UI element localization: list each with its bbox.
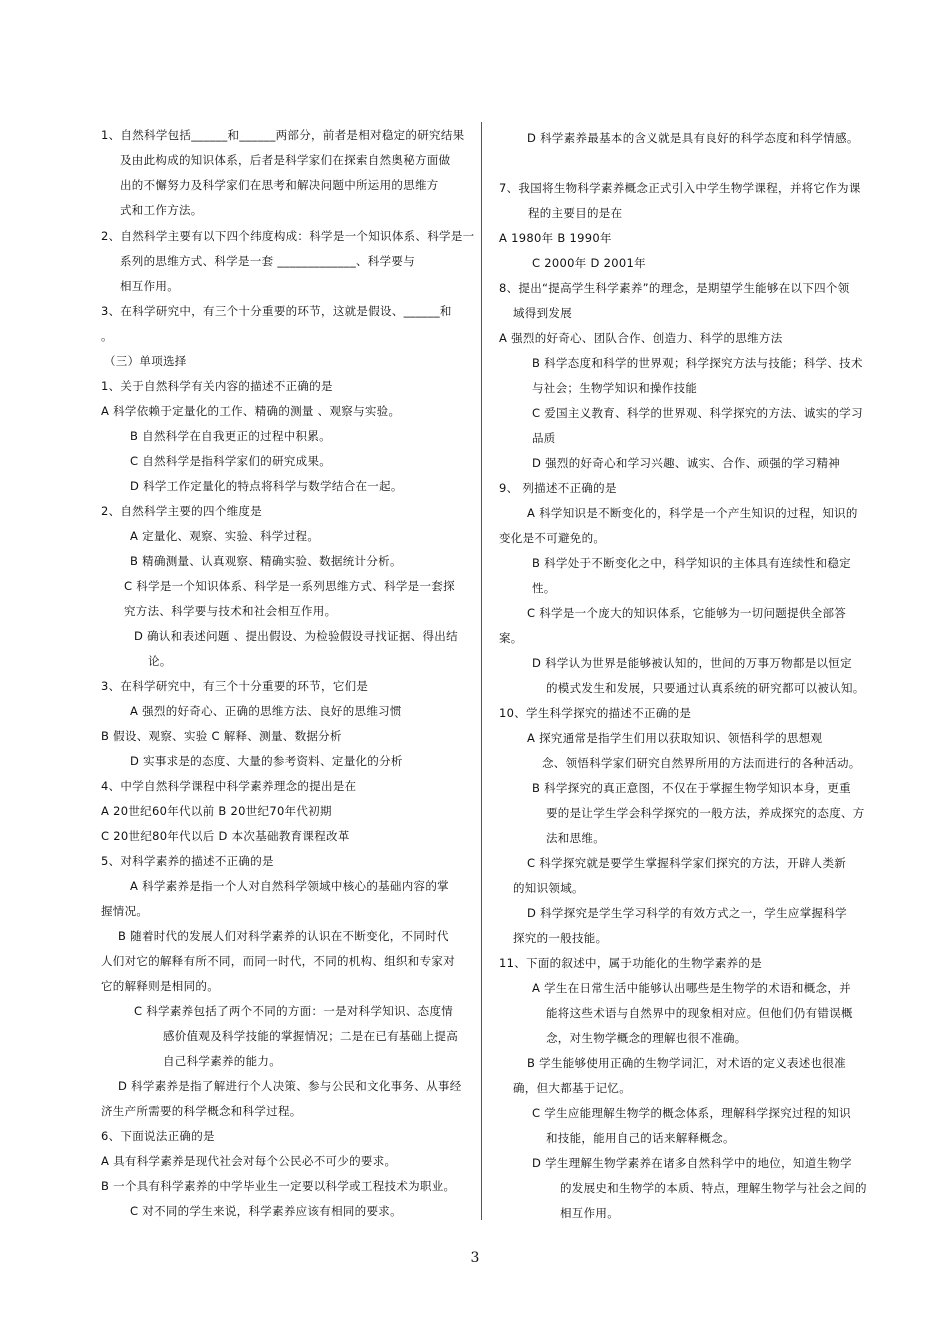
text-line: A 探究通常是指学生们用以获取知识、领悟科学的思想观 — [527, 731, 823, 745]
text-line: 8、提出“提高学生科学素养”的理念，是期望学生能够在以下四个领 — [499, 281, 850, 295]
text-line: 的模式发生和发展，只要通过认真系统的研究都可以被认知。 — [546, 681, 865, 695]
text-line: D 科学素养是指了解进行个人决策、参与公民和文化事务、从事经 — [118, 1079, 462, 1093]
text-line: A 科学素养是指一个人对自然科学领域中核心的基础内容的掌 — [130, 879, 449, 893]
page-number: 3 — [470, 1250, 480, 1266]
text-line: 要的是让学生学会科学探究的一般方法，养成探究的态度、方 — [546, 806, 865, 820]
text-line: C 20世纪80年代以后 D 本次基础教育课程改革 — [101, 829, 350, 843]
text-line: 2、自然科学主要的四个维度是 — [101, 504, 263, 518]
text-line: 2、自然科学主要有以下四个纬度构成：科学是一个知识体系、科学是一 — [101, 229, 475, 243]
text-line: C 科学探究就是要学生掌握科学家们探究的方法，开辟人类新 — [527, 856, 847, 870]
text-line: 10、学生科学探究的描述不正确的是 — [499, 706, 692, 720]
text-line: 5、对科学素养的描述不正确的是 — [101, 854, 274, 868]
text-line: A 20世纪60年代以前 B 20世纪70年代初期 — [101, 804, 332, 818]
text-line: 人们对它的解释有所不同，而同一时代，不同的机构、组织和专家对 — [101, 954, 455, 968]
text-line: B 精确测量、认真观察、精确实验、数据统计分析。 — [130, 554, 402, 568]
text-line: 7、我国将生物科学素养概念正式引入中学生物学课程，并将它作为课 — [499, 181, 861, 195]
text-line: C 对不同的学生来说，科学素养应该有相同的要求。 — [130, 1204, 402, 1218]
text-line: 自己科学素养的能力。 — [163, 1054, 281, 1068]
text-line: 相互作用。 — [560, 1206, 619, 1220]
text-line: 性。 — [532, 581, 556, 595]
text-line: D 科学认为世界是能够被认知的，世间的万事万物都是以恒定 — [532, 656, 852, 670]
text-line: C 自然科学是指科学家们的研究成果。 — [130, 454, 332, 468]
text-line: C 2000年 D 2001年 — [532, 256, 646, 270]
text-line: D 科学素养最基本的含义就是具有良好的科学态度和科学情感。 — [527, 131, 859, 145]
text-line: 它的解释则是相同的。 — [101, 979, 219, 993]
text-line: D 科学探究是学生学习科学的有效方式之一，学生应掌握科学 — [527, 906, 847, 920]
text-line: 1、关于自然科学有关内容的描述不正确的是 — [101, 379, 333, 393]
text-line: 域得到发展 — [513, 306, 572, 320]
text-line: D 科学工作定量化的特点将科学与数学结合在一起。 — [130, 479, 403, 493]
text-line: B 科学探究的真正意图，不仅在于掌握生物学知识本身，更重 — [532, 781, 851, 795]
text-line: 感价值观及科学技能的掌握情况；二是在已有基础上提高 — [163, 1029, 458, 1043]
text-line: 确，但大都基于记忆。 — [513, 1081, 631, 1095]
text-line: 握情况。 — [101, 904, 149, 918]
text-line: 。 — [101, 329, 113, 343]
text-line: A 1980年 B 1990年 — [499, 231, 612, 245]
text-line: 变化是不可避免的。 — [499, 531, 606, 545]
text-line: 案。 — [499, 631, 523, 645]
text-line: 3、在科学研究中，有三个十分重要的环节，这就是假设、______和 — [101, 304, 452, 318]
text-line: A 科学依赖于定量化的工作、精确的测量 、观察与实验。 — [101, 404, 401, 418]
text-line: B 科学态度和科学的世界观；科学探究方法与技能；科学、技术 — [532, 356, 863, 370]
text-line: 究方法、科学要与技术和社会相互作用。 — [124, 604, 337, 618]
text-line: 及由此构成的知识体系，后者是科学家们在探索自然奥秘方面做 — [120, 153, 451, 167]
text-line: 济生产所需要的科学概念和科学过程。 — [101, 1104, 302, 1118]
text-line: 论。 — [148, 654, 172, 668]
text-line: 的发展史和生物学的本质、特点，理解生物学与社会之间的 — [560, 1181, 867, 1195]
text-line: 法和思维。 — [546, 831, 605, 845]
text-line: 和技能，能用自己的话来解释概念。 — [546, 1131, 735, 1145]
text-line: D 实事求是的态度、大量的参考资料、定量化的分析 — [130, 754, 403, 768]
text-line: B 自然科学在自我更正的过程中积累。 — [130, 429, 331, 443]
text-line: A 强烈的好奇心、团队合作、创造力、科学的思维方法 — [499, 331, 783, 345]
text-line: A 科学知识是不断变化的，科学是一个产生知识的过程，知识的 — [527, 506, 858, 520]
text-line: 式和工作方法。 — [120, 203, 203, 217]
text-line: 与社会；生物学知识和操作技能 — [532, 381, 698, 395]
text-line: 念，对生物学概念的理解也很不准确。 — [546, 1031, 747, 1045]
text-line: D 强烈的好奇心和学习兴趣、诚实、合作、顽强的学习精神 — [532, 456, 841, 470]
text-line: D 学生理解生物学素养在诸多自然科学中的地位，知道生物学 — [532, 1156, 852, 1170]
text-line: 念、领悟科学家们研究自然界所用的方法而进行的各种活动。 — [542, 756, 861, 770]
text-line: D 确认和表述问题 、提出假设、为检验假设寻找证据、得出结 — [134, 629, 458, 643]
text-line: A 具有科学素养是现代社会对每个公民必不可少的要求。 — [101, 1154, 397, 1168]
text-line: C 学生应能理解生物学的概念体系，理解科学探究过程的知识 — [532, 1106, 852, 1120]
text-line: B 假设、观察、实验 C 解释、测量、数据分析 — [101, 729, 342, 743]
text-line: 4、中学自然科学课程中科学素养理念的提出是在 — [101, 779, 357, 793]
text-line: 6、下面说法正确的是 — [101, 1129, 215, 1143]
text-line: B 学生能够使用正确的生物学词汇，对术语的定义表述也很准 — [527, 1056, 846, 1070]
text-line: 的知识领域。 — [513, 881, 584, 895]
text-line: 程的主要目的是在 — [528, 206, 623, 220]
text-line: A 学生在日常生活中能够认出哪些是生物学的术语和概念，并 — [532, 981, 851, 995]
column-divider — [481, 122, 482, 1220]
text-line: 1、自然科学包括______和______两部分，前者是相对稳定的研究结果 — [101, 128, 465, 142]
text-line: B 一个具有科学素养的中学毕业生一定要以科学或工程技术为职业。 — [101, 1179, 456, 1193]
text-line: （三）单项选择 — [104, 354, 187, 368]
text-line: A 定量化、观察、实验、科学过程。 — [130, 529, 320, 543]
text-line: C 科学素养包括了两个不同的方面：一是对科学知识、态度情 — [134, 1004, 454, 1018]
text-line: C 爱国主义教育、科学的世界观、科学探究的方法、诚实的学习 — [532, 406, 863, 420]
text-line: 能将这些术语与自然界中的现象相对应。但他们仍有错误概 — [546, 1006, 853, 1020]
text-line: C 科学是一个庞大的知识体系，它能够为一切问题提供全部答 — [527, 606, 847, 620]
text-line: A 强烈的好奇心、正确的思维方法、良好的思维习惯 — [130, 704, 402, 718]
text-line: C 科学是一个知识体系、科学是一系列思维方式、科学是一套探 — [124, 579, 455, 593]
text-line: 探究的一般技能。 — [513, 931, 608, 945]
text-line: 相互作用。 — [120, 279, 179, 293]
text-line: 系列的思维方式、科学是一套 _____________、科学要与 — [120, 254, 416, 268]
text-line: 品质 — [532, 431, 556, 445]
text-line: B 随着时代的发展人们对科学素养的认识在不断变化，不同时代 — [118, 929, 449, 943]
text-line: B 科学处于不断变化之中，科学知识的主体具有连续性和稳定 — [532, 556, 851, 570]
text-line: 出的不懈努力及科学家们在思考和解决问题中所运用的思维方 — [120, 178, 439, 192]
text-line: 3、在科学研究中，有三个十分重要的环节，它们是 — [101, 679, 369, 693]
text-line: 9、 列描述不正确的是 — [499, 481, 617, 495]
text-line: 11、下面的叙述中，属于功能化的生物学素养的是 — [499, 956, 763, 970]
